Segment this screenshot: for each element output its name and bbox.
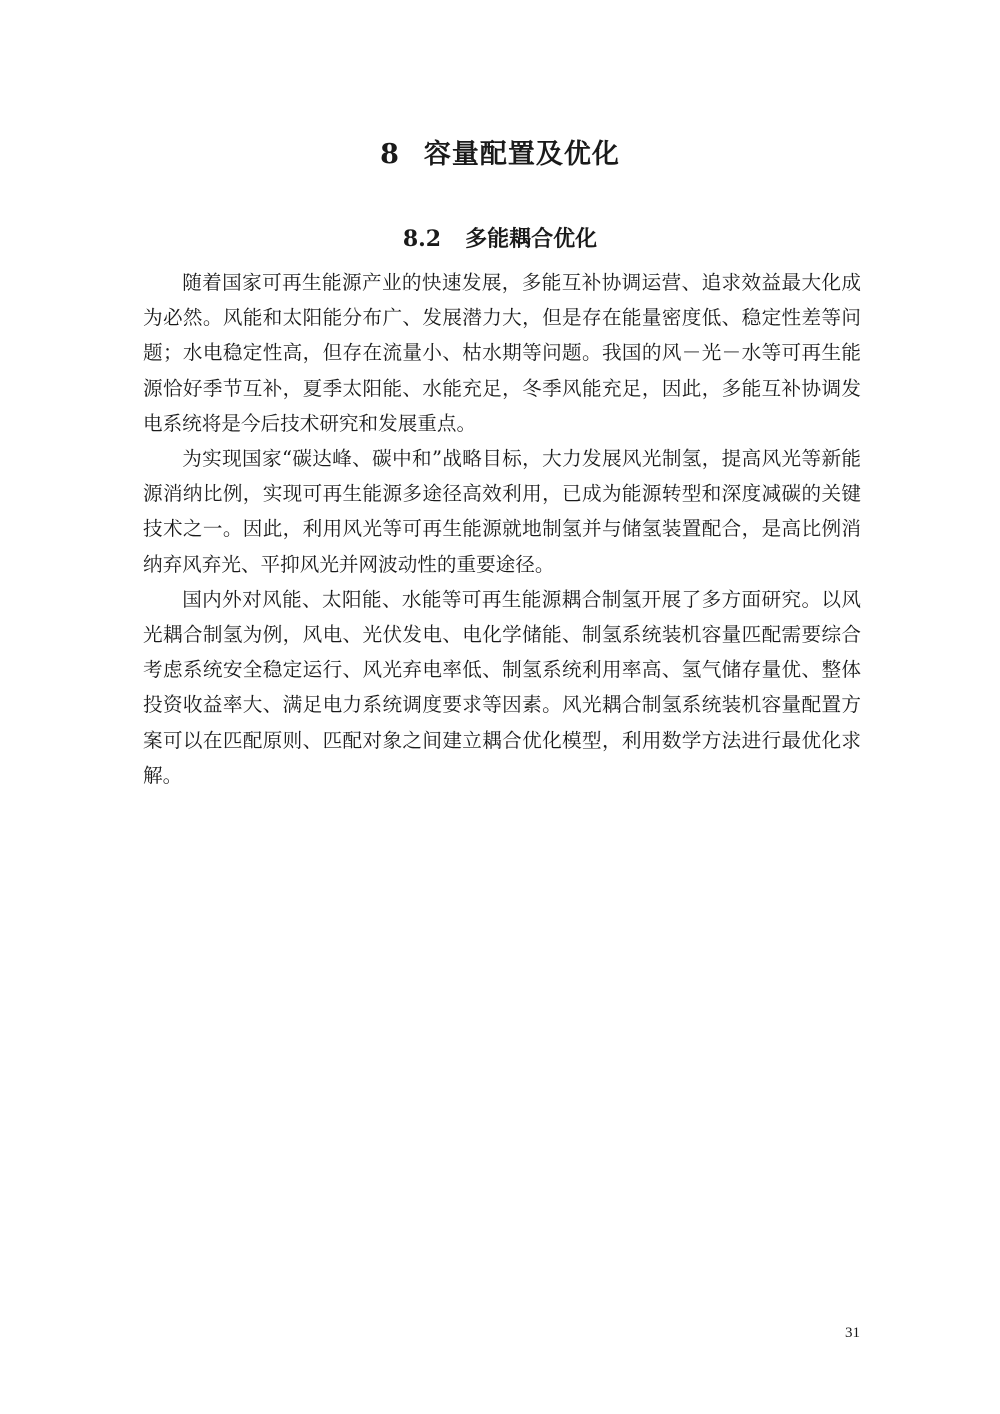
paragraph-3: 国内外对风能、太阳能、水能等可再生能源耦合制氢开展了多方面研究。以风光耦合制氢为例，风电、光伏发电、电化学储能、制氢系统装机容量匹配需要综合考虑系统安全稳定运行、风光弃电率低、制氢系统利用率高、氢气储存量优、整体投资收益率大、满足电力系统调度要求等因素。风光耦合制氢系统装机容量配置方案可以在匹配原则、匹配对象之间建立耦合优化模型，利用数学方法进行最优化求解。 [143,587,861,787]
page-number: 31 [845,1325,860,1341]
chapter-number: 8 [380,139,400,170]
chapter-title-text: 容量配置及优化 [423,139,620,170]
section-heading [0,222,1000,253]
body-text [143,265,861,793]
chapter-heading [0,132,1000,171]
section-title-text: 多能耦合优化 [465,226,598,252]
paragraph-1: 随着国家可再生能源产业的快速发展，多能互补协调运营、追求效益最大化成为必然。风能和太阳能分布广、发展潜力大，但是存在能量密度低、稳定性差等问题；水电稳定性高，但存在流量小、枯水期等问题。我国的风－光－水等可再生能源恰好季节互补，夏季太阳能、水能充足，冬季风能充足，因此，多能互补协调发电系统将是今后技术研究和发展重点。 [143,271,861,435]
section-number: 8.2 [402,226,442,252]
paragraph-2: 为实现国家“碳达峰、碳中和”战略目标，大力发展风光制氢，提高风光等新能源消纳比例，实现可再生能源多途径高效利用，已成为能源转型和深度减碳的关键技术之一。因此，利用风光等可再生能源就地制氢并与储氢装置配合，是高比例消纳弃风弃光、平抑风光并网波动性的重要途径。 [143,447,861,576]
